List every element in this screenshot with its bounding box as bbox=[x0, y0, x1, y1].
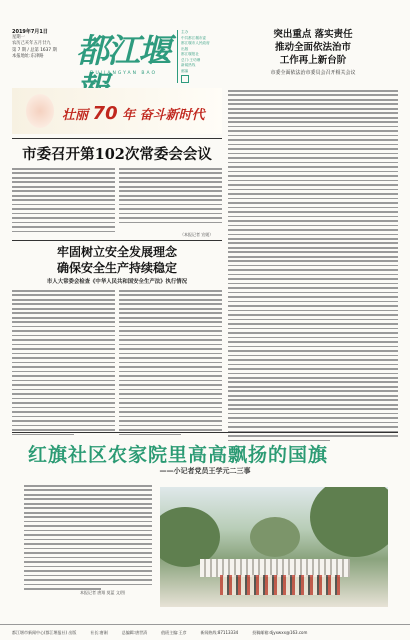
issue-date: 2019年7月1日 bbox=[12, 29, 48, 35]
qr-code-icon bbox=[181, 75, 189, 83]
publisher-info-line: 新闻热线 bbox=[181, 63, 196, 67]
issue-weekday: 星期一 bbox=[12, 35, 25, 41]
top-story-subhead: 市委全面依法治市委员会召开相关会议 bbox=[270, 70, 356, 76]
top-story bbox=[228, 28, 398, 76]
issue-info-line: 本报地址:东津路 bbox=[12, 53, 44, 59]
slogan-prefix: 壮丽 bbox=[62, 108, 89, 123]
slogan-number: 70 bbox=[92, 103, 118, 124]
main-article-headline: 市委召开第102次常委会会议 bbox=[22, 146, 212, 163]
publisher-info-line: 都江堰报社 bbox=[181, 52, 199, 56]
footer-item: 都江堰市新闻中心(都江堰报社) 出版 bbox=[12, 629, 77, 635]
masthead bbox=[0, 0, 410, 86]
safety-article-subhead: 市人大常委会检查《中华人民共和国安全生产法》执行情况 bbox=[46, 279, 188, 285]
publisher-info bbox=[177, 30, 227, 83]
publisher-info-line: 中共都江堰市委 bbox=[181, 35, 207, 40]
footer-item: 值班主编:王彦 bbox=[161, 629, 187, 635]
newspaper-logo-pinyin: DUJIANGYAN BAO bbox=[90, 71, 158, 76]
newspaper-logo: 都江堰 bbox=[76, 31, 169, 70]
feature-byline: 本报记者 唐翔 莫蓝 文/图 bbox=[80, 590, 126, 595]
flower-decoration-icon bbox=[26, 94, 54, 128]
main-article-byline: （本报记者 宣媛） bbox=[180, 232, 214, 237]
top-story-body bbox=[228, 90, 398, 444]
section-divider bbox=[12, 432, 398, 433]
publisher-info-line: 主办 bbox=[181, 30, 189, 34]
main-article-body bbox=[119, 168, 222, 226]
publisher-info-line: 邮编 bbox=[181, 68, 189, 73]
safety-article-headline: 牢固树立安全发展理念 确保安全生产持续稳定 bbox=[56, 245, 177, 275]
issue-info-line: 农历己亥年五月廿九 bbox=[12, 41, 51, 47]
feature-body bbox=[24, 485, 152, 593]
anniversary-slogan bbox=[62, 103, 205, 124]
main-article-body bbox=[12, 168, 115, 235]
footer-item: 总编辑:唐世清 bbox=[121, 629, 148, 635]
publisher-info-line: 总门:王幼珊 bbox=[181, 57, 201, 62]
anniversary-banner bbox=[12, 88, 222, 134]
safety-article-body bbox=[12, 290, 115, 438]
feature-headline: 红旗社区农家院里高高飘扬的国旗 bbox=[28, 444, 329, 466]
safety-article-body bbox=[119, 290, 222, 438]
footer-item: 新闻热线:87113334 bbox=[200, 629, 239, 635]
issue-info-line: 第 7 期 / 总第 1637 期 bbox=[12, 47, 57, 53]
footer-item: 社长:唐刚 bbox=[90, 629, 108, 635]
section-divider bbox=[12, 138, 222, 139]
feature-photo bbox=[160, 487, 388, 607]
top-story-headline: 突出重点 落实责任 推动全面依法治市 工作再上新台阶 bbox=[273, 29, 353, 66]
publisher-info-line: 都江堰市人民政府 bbox=[181, 41, 210, 45]
slogan-suffix: 年 奋斗新时代 bbox=[122, 108, 205, 123]
publisher-info-line: 出版 bbox=[181, 46, 189, 51]
page-footer bbox=[0, 624, 410, 640]
section-divider bbox=[12, 240, 222, 241]
issue-info bbox=[12, 29, 72, 60]
footer-item: 投稿邮箱:djyxwxx@163.com bbox=[252, 629, 308, 635]
feature-subhead: ——小记者党员王学元二三事 bbox=[159, 467, 251, 475]
